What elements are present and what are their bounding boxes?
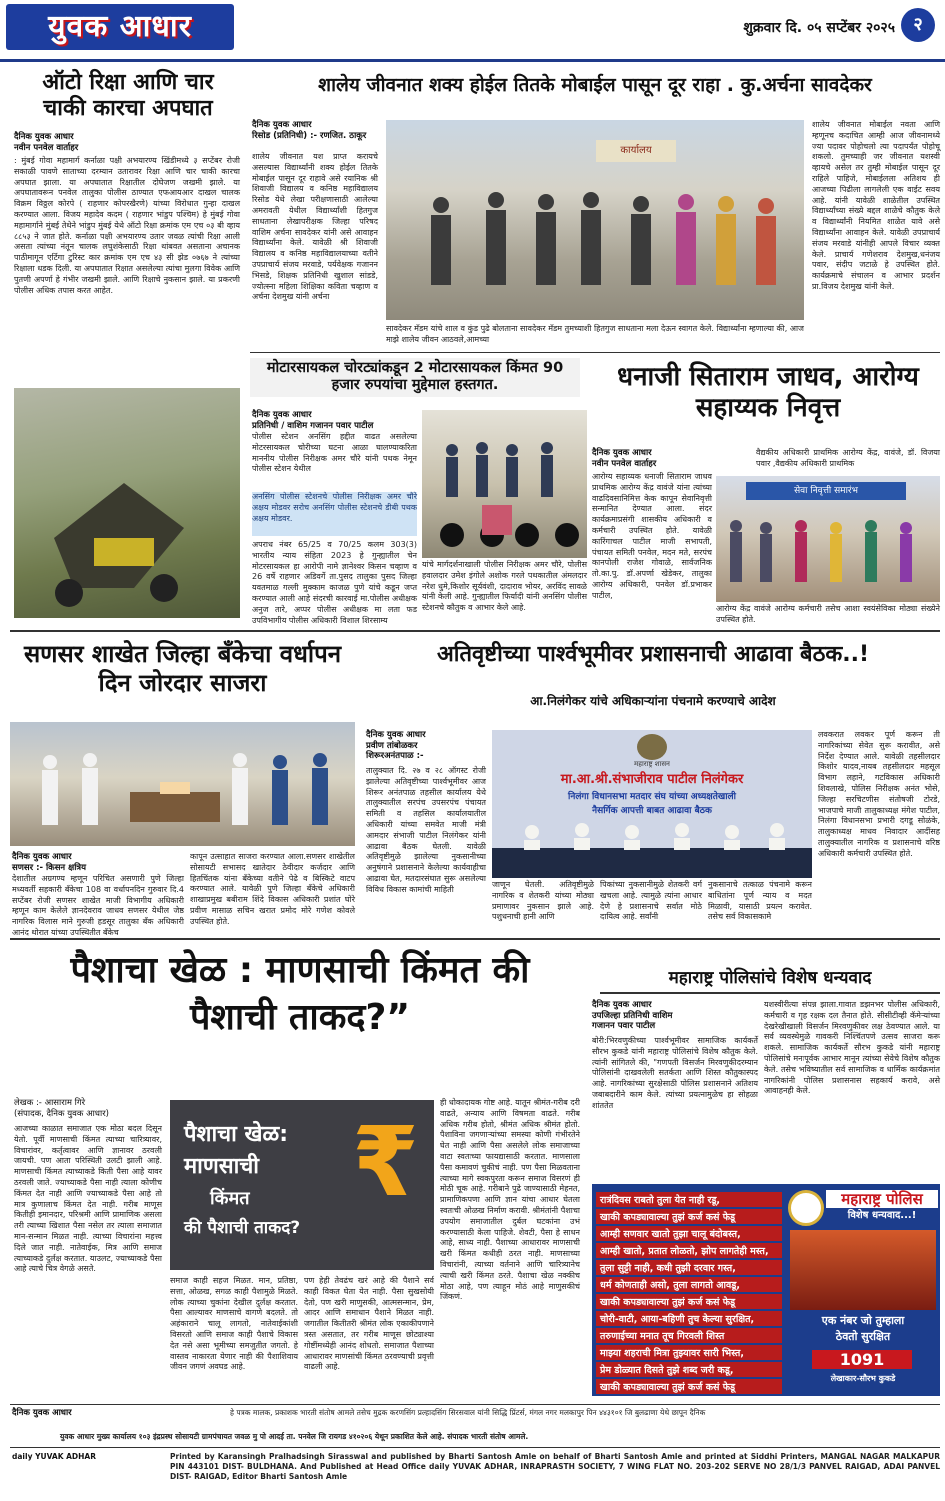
retire-stage-banner: सेवा निवृत्ती समारंभ xyxy=(746,482,906,500)
rupee-icon: ₹ xyxy=(352,1106,419,1218)
accident-body: : मुंबई गोवा महामार्ग कर्नाळा पक्षी अभयारण्य खिंडीमध्ये ३ सप्टेंबर रोजी सकाळी पावणे साताच्या दरम्यान उतारावर रिक्षा आणि चार चाकी कारचा अपघात झाला. या अपघातात रिक्षातील दोघेजण जखमी झाले. या अपघातावरून पनवेल तालुका पोलीस ठाण्यात एफआयआर दाखल चालक विक्रम विठ्ठल कोरपे ( राहणार कोपरखैरणे) यांच्या विरोधात गुन्हा दाखल करण्यात आला. विजय महादेव कदम ( राहणार भांडुप पश्चिम) हे मुंबई गोवा महामार्गाने मुंबई तेथेने भांडुप मुंबई येथे ऑटो रिक्षा क्रमांक एम एच ०३ बी व्हाय ८८५३ ने जात होते. कर्नाळा पक्षी अभयारण्य उतार जवळ त्यांची रिक्षा आली असता त्यांच्या नंतून चालक लघुशंकेसाठी रिक्षा थांबवत असताना अचानक पाठीमागून एर्टिगा टुरिस्ट कार क्रमांक एम एच ४३ सी झेड ०७६७ ने त्यांच्या रिक्षाला धडक दिली. या अपघातात रिक्षात असलेल्या त्यांचा मुलगा विवेक आणि पुतणी अपर्णा हे गंभीर जखमी झाले. आणि रिक्षाचे नुकसान झाले. या प्रकरणी पोलीस अधिक तपास करत आहेत. xyxy=(14,156,240,295)
motorcycle-byline: दैनिक युवक आधार प्रतिनिधी / वाशिम गजानन पवार पाटील xyxy=(252,410,374,431)
police-ad-subtitle: विशेष धन्यवाद...! xyxy=(847,1210,917,1221)
retire-photo xyxy=(716,476,940,602)
rain-caption-1: जाणून घेतली. अतिवृष्टीमुळे नागरिक व शेतकरी यांच्या मोठ्या प्रमाणावर नुकसान झाले आहे. पशुधनाची हानी आणि xyxy=(492,880,594,922)
police-headline: महाराष्ट्र पोलिसांचे विशेष धन्यवाद xyxy=(600,968,940,994)
footer-en-text: Printed by Karansingh Pralhadsingh Sirasswal and published by Bharti Santosh Amle on behalf of Bharti Santosh Amle and printed at Siddhi Printers, MANGAL NAGAR MALKAPUR PIN 443101 DIST- BULDHANA. And Published at Head Office daily YUVAK ADHAR, INRAPRASTH SOCIETY, 7 WING FLAT NO. 203-202 SERVE NO 28/1/3 PANVEL RAIGAD, ADAI PANVEL DIST- RAIGAD, Editor Bharti Santosh Amle xyxy=(170,1452,940,1482)
retire-headline: धनाजी सिताराम जाधव, आरोग्य सहाय्यक निवृत्त xyxy=(617,362,919,424)
money-body-right: ही धोकादायक गोष्ट आहे. यातून श्रीमंत-गरीब दरी वाढते, अन्याय आणि विषमता वाढते. गरीब अधिक गरीब होतो, श्रीमंत अधिक श्रीमंत होतो. पैशाविना जगणाऱ्यांच्या समस्या कोणी गंभीरतेने घेत नाही आणि पैसा असलेले लोक समाजाच्या वाटा स्वतःच्या फायद्यासाठी करतात. माणसाला पैसा कमावणं चुकीचं नाही. पण पैसा मिळवताना त्याच्या मागे स्वकपुरता करून समाज विसरणं ही मोठी चूक आहे. गरीबाने पुढे जाण्यासाठी मेहनत, प्रामाणिकपणा आणि ज्ञान यांचा आधार घेतला स्वतःची ओळख निर्माण करावी. श्रीमंतांनी पैशाचा उपयोग समाजातील दुर्बल घटकांना उभं करण्यासाठी केला पाहिजे. शेवटी, पैसा हे साधन आहे, साध्य नाही. पैशाच्या आधारावर माणसाची खरी किंमत कधीही ठरत नाही. माणसाच्या विचारांनी, त्याच्या वर्तनाने आणि चारित्र्यानेच त्याची खरी किंमत ठरते. पैशाचा खेळ नक्कीच मोठा आहे, पण त्याहून मोठं आहे माणुसकीचं जिंकणं. xyxy=(440,1098,580,1302)
money-graphic-line-2: माणसाची xyxy=(184,1154,259,1179)
bank-byline: दैनिक युवक आधार सणसर :- किसन क्षत्रिय xyxy=(12,852,87,873)
police-ad-title: महाराष्ट्र पोलिस xyxy=(826,1190,938,1208)
mobile-body-left: शालेय जीवनात यश प्राप्त करायचे असल्यास विद्यार्थ्यांनी शक्य होईल तितके मोबाईल पासून दूर राहावे असे रयानिक श्री शिवाजी विद्यालय व कनिष्ठ महाविद्यालय रिसोड येथे लेखा परीक्षणासाठी आलेल्या अमरावती येथील विद्यार्थ्यांशी हितगुज साधताना लेखापरीक्षक जिल्हा परिषद वाशिम अर्चना सावदेकर यांनी असे आवाहन विद्यार्थ्यांना केले. यावेळी श्री शिवाजी विद्यालय व कनिष्ठ महाविद्यालयाच्या वतीने उपप्राचार्य संजय मरवाडे, पर्यवेक्षक गजानन भिसडे, शिक्षक प्रतिनिधी खुशाल सांडडे, ज्योत्स्ना महिला शिक्षिका कविता चव्हाण व अर्चना देशमुख यांनी अर्चना xyxy=(252,152,378,302)
bank-headline: सणसर शाखेत जिल्हा बँकेचा वर्धापन दिन जोरदार साजरा xyxy=(23,640,342,697)
motorcycle-caption: यांचे मार्गदर्शनाखाली पोलीस निरीक्षक अमर चौरे, पोलीस हवालदार उमेश इंगोले अशोक गरले पथकातील अंमलदार नरेश धुमे,किशोर सूर्यवंशी, दादाराव भोयर, अरविंद सावळे यांनी केली आहे. गुन्ह्यातील फिर्यादी यांनी अनसिंग पोलीस स्टेशनचे कौतुक व आभार केले आहे. xyxy=(422,560,587,613)
retire-byline: दैनिक युवक आधार नवीन पनवेल वार्ताहर xyxy=(592,448,657,469)
helpline-number: 1091 xyxy=(812,1350,912,1369)
motorcycle-photo xyxy=(422,410,587,558)
money-graphic-line-4: की पैशाची ताकद? xyxy=(184,1218,301,1238)
bank-celebration-icon xyxy=(10,722,355,846)
office-banner: कार्यालय xyxy=(596,140,676,162)
retire-caption-right: वैद्यकीय अधिकारी प्राथमिक आरोग्य केंद्र, वावंजे, डॉ. विजया पवार ,वैद्यकीय अधिकारी प्राथमिक xyxy=(756,448,940,468)
rain-caption-3: नुकसानाचे तत्काळ पंचनामे करून बाधितांना पूर्ण न्याय व मदत मिळावी, यासाठी प्रयत्न करावेत. तसेच सर्व विकासकामे xyxy=(708,880,812,922)
poem-line: चोरी-वाटी, आया-बहिणी तुच केल्या सुरक्षित, xyxy=(596,1311,782,1326)
poem-line: तुला सुट्टी नाही, कधी तुझी दरवार गस्त, xyxy=(596,1260,782,1275)
rain-meeting-photo xyxy=(492,730,812,878)
poem-line: तरुणाईच्या मनात तूच गिरवली शिस्त xyxy=(596,1328,782,1343)
newspaper-logo: युवक आधार xyxy=(6,4,234,50)
accident-headline: ऑटो रिक्षा आणि चार चाकी कारचा अपघात xyxy=(42,70,214,122)
police-ad-illustration xyxy=(790,1230,936,1310)
rain-banner-subtitle: निलंगा विधानसभा मतदार संघ यांच्या अध्यक्षतेखाली xyxy=(568,792,736,802)
officials-table-icon xyxy=(492,730,812,878)
emblem-label: महाराष्ट्र शासन xyxy=(634,760,670,768)
poem-line: खाकी कपड्यावाल्या तुझं कर्ज कसं फेडू xyxy=(596,1209,782,1224)
poem-line: रात्रंदिवस राबतो तुला येत नाही रडू, xyxy=(596,1192,782,1207)
rain-banner-title: मा.आ.श्री.संभाजीराव पाटील निलंगेकर xyxy=(560,772,744,787)
footer-line-1: हे पत्रक मालक, प्रकाशक भारती संतोष आमले तसेच मुद्रक करणसिंग प्रल्हादसिंग सिरसवाल यांनी सिद्धि प्रिंटर्स, मंगल नगर मलकापुर पिन ४४३१०१ जि बुलढाणा येथे छापून दैनिक xyxy=(230,1408,706,1417)
mobile-headline: शालेय जीवनात शक्य होईल तितके मोबाईल पासून दूर राहा . कु.अर्चना सावदेकर xyxy=(318,74,872,96)
money-graphic-line-1: पैशाचा खेळ: xyxy=(184,1122,288,1147)
footer-divider xyxy=(10,1404,940,1405)
rain-subhead: आ.निलंगेकर यांचे अधिकाऱ्यांना पंचनामे करण्याचे आदेश xyxy=(530,694,776,708)
overturned-rickshaw-icon xyxy=(14,388,240,618)
motorcycle-body-2: अपराध नंबर 65/25 व 70/25 कलम 303(3) भारतीय न्याय संहिता 2023 हे गुन्ह्यातील चेन मोटरसायकल हा आरोपी नामे ज्ञानेश्वर किसन चव्हाण व 26 वर्षे राहणार अडिवर्गे ता.पुसद तालुका पुसद जिल्हा यवतमाळ गल्ली मुक्काम काजळ पुणे यांचे कडून जप्त करण्यात आली आहे संदरची कारवाई मा.पोलीस अधीक्षक अनुज तारे, अप्पर पोलीस अधीक्षक मा लता फड उपविभागीय पोलीस अधिकारी विशाल शिरसाम्य xyxy=(252,540,417,625)
police-badge-icon xyxy=(788,1190,824,1226)
police-body-left: बोरी:भिरवणुकीच्या पार्श्वभूमीवर सामाजिक कार्यकर्ते सौरभ कुकडे यांनी महाराष्ट्र पोलिसांचे विशेष कौतुक केले. त्यांनी सांगितले की, "गणपती विसर्जन मिरवणुकीदरम्यान पोलिसांनी दाखवलेली सतर्कता आणि शिस्त कौतुकास्पद आहे. नागरिकांच्या सुरक्षेसाठी पोलिस प्रशासनाने अतिशय जबाबदारीने काम केले. त्यांच्या प्रयत्नामुळेच हा सोहळा शांततेत xyxy=(592,1036,758,1110)
footer-label: दैनिक युवक आधार xyxy=(12,1408,72,1418)
footer-divider xyxy=(10,1447,940,1448)
police-ad-tagline: एक नंबर जो तुम्हाला xyxy=(821,1314,905,1327)
bank-body-left: देशातील अग्रगण्य म्हणून परिचित असणारी पुणे जिल्हा मध्यवर्ती सहकारी बँकेचा 108 वा वर्धापनदिन गुरुवार दि.4 सप्टेंबर रोजी सणसर शाखेत माजी विभागीय अधिकारी म्हणून काम केलेले ज्ञानदेवराव जाधव सणसर येथील जेष्ठ नागरिक विलास माने गुरुजी हडसूर तालुका बँक अधिकारी आनंद थोरात यांच्या उपस्थितीत बँकेच xyxy=(12,874,184,937)
motorcycle-highlight: अनसिंग पोलीस स्टेशनचे पोलीस निरीक्षक अमर चौरे अक्षय मोडवर सरोच अनसिंग पोलीस स्टेशनचे डीबी पथक अक्षय मोडवर. xyxy=(252,492,417,536)
motorcycle-body: पोलीस स्टेशन अनसिंग हद्दीत वाढत असलेल्या मोटरसायकल चोरीच्या घटना आळा घालण्याकरिता माननीय पोलीस निरीक्षक अमर चौरे यांनी पथक नेमून पोलीस स्टेशन येथील xyxy=(252,432,417,474)
people-group-icon xyxy=(386,120,804,320)
money-body-mid-1: समाज काही सहज मिळत. मान, प्रतिष्ठा, सत्ता, ओळख, सगळ काही पैशामुळे मिळते. लोक त्याच्या चुकांना देखील दुर्लक्ष करतात. पैसा आल्यावर माणसाचे वागणे बदलते. तो अहंकाराने चालू लागतो, नातेवाईकांशी विसरतो आणि समाज काही पैशाचे विकास देत नसे असा भूमीच्या समजुतीत जगतो. हे वास्तव नाकारता येणार नाही की पैशाशिवाय जीवन जगणं अवघड आहे. xyxy=(170,1276,298,1372)
poem-line: खाकी कपड्यावाल्या तुझं कर्ज कसं फेडू xyxy=(596,1379,782,1394)
police-thanks-ad xyxy=(592,1184,940,1396)
rain-body-left: तालुक्यात दि. २७ व २८ ऑगस्ट रोजी झालेल्या अतिवृष्टीच्या पार्श्वभूमीवर आज शिरूर अनंतपाळ तहसील कार्यालय येथे तालुक्यातील सरपंच उपसरपंच पंचायत समिती व तहसिल कार्यालयातील अधिकारी यांच्या समवेत माजी मंत्री आमदार संभाजी पाटील निलंगेकर यांनी आढावा बैठक घेतली. यावेळी अतिवृष्टीमुळे झालेल्या नुकसानीच्या अनुषंगाने प्रशासनाने केलेल्या कार्यवाहीचा आढावा घेत, मतदारसंघात सुरू असलेल्या विविध विकास कामांची माहिती xyxy=(366,766,486,894)
poem-line: प्रेम डोळ्यात दिसते तुझे शब्द जरी कडू, xyxy=(596,1362,782,1377)
dateline: शुक्रवार दि. ०५ सप्टेंबर २०२५ xyxy=(743,20,895,36)
retire-body: आरोग्य सहाय्यक धनाजी सिताराम जाधव प्राथमिक आरोग्य केंद्र वावंजे यांना त्यांच्या वाढदिवसानिमित्त केक कापून सेवानिवृत्ती सन्मानित देण्यात आला. संदर कार्यक्रमाप्रसंगी शासकीय अधिकारी व कर्मचारी उपस्थित होते. यावेळी कारिंगाचल पाटील माजी सभापती, पंचायत समिती पनवेल, मदन मते, सरपंच कानपोली राजेश गोवाळे, सार्वजनिक तो.का.पु. डॉ.अपर्णा खेडेकर, तालुका आरोग्य अधिकारी, पनवेल डॉ.प्रभाकर पाटील, xyxy=(592,472,712,600)
police-body-right: यशस्वीरीत्या संपन्न झाला.गावात डझनभर पोलीस अधिकारी, कर्मचारी व गृह रक्षक दल तैनात होते. सीसीटीव्ही कॅमेऱ्यांच्या देखरेखीखाली विसर्जन मिरवणुकीवर लक्ष ठेवण्यात आले. या सर्व व्यवस्थेमुळे गावकरी निश्चिंतपणे उत्सव साजरा करू शकले. सामाजिक कार्यकर्ते सौरभ कुकडे यांनी महाराष्ट्र पोलिसांचे मनःपूर्वक आभार मानून त्यांच्या सेवेचे विशेष कौतुक केले. तसेच भविष्यातील सर्व सामाजिक व धार्मिक कार्यक्रमांत नागरिकांनी पोलिस प्रशासनास सहकार्य करावे, असे आवाहनही केले. xyxy=(764,1000,940,1096)
police-ad-tagline-2: ठेवतो सुरक्षित xyxy=(835,1330,891,1343)
money-headline: पैशाचा खेळ : माणसाची किंमत की पैशाची ताकद?” xyxy=(70,950,530,1038)
footer-line-2: युवक आधार मुख्य कार्यालय १०३ इंद्रप्रस्थ सोसायटी ग्रामपंचायत जवळ मु पो आदई ता. पनवेल जि रायगड ४१०२०६ येथून प्रकाशित केले आहे. संपादक भारती संतोष आमले. xyxy=(60,1432,529,1441)
money-body-mid-2: पण हेही तेवढंच खरं आहे की पैशाने सर्व काही विकत घेता येत नाही. पैसा सुखसोयी देतो, पण खरी माणुसकी, आत्मसन्मान, प्रेम, आदर आणि समाधान पैशाने मिळत नाही. जगातील कितीतरी श्रीमंत लोक एकाकीपणाने त्रस्त असतात, तर गरीब माणूस छोट्याश्या गोष्टींमध्येही आनंद शोधतो. समाजात पैशाच्या आधारावर माणसांची किंमत ठरवण्याची प्रवृत्ती वाढली आहे. xyxy=(304,1276,434,1372)
staff-group-icon xyxy=(716,476,940,602)
rain-headline: अतिवृष्टीच्या पार्श्वभूमीवर प्रशासनाची आढावा बैठक..! xyxy=(436,642,870,667)
mobile-caption: सावदेकर मॅडम यांचे शाल व कुंड पुढे बोलताना सावदेकर मॅडम तुमच्याशी हितगुज साधताना मला देऊन स्वागत केले. विद्यार्थ्यांना म्हणाल्या की, आज माझे शालेय जीवन आठवले,आमच्या xyxy=(386,324,804,344)
poem-line: आम्ही सणवार खातो तुझा चालू बंदोबस्त, xyxy=(596,1226,782,1241)
police-motorcycles-icon xyxy=(422,410,587,558)
rain-byline: दैनिक युवक आधार प्रवीण तांबोळकर शिरूरअनंतपाळ :- xyxy=(366,730,426,762)
section-divider xyxy=(10,938,940,940)
page-number: २ xyxy=(901,8,935,42)
money-graphic-line-3: किंमत xyxy=(210,1188,250,1209)
police-byline: दैनिक युवक आधार उपजिल्हा प्रतिनिधी वाशिम गजानन पवार पाटील xyxy=(592,1000,673,1032)
money-body-left: आजच्या काळात समाजात एक मोठा बदल दिसून येतो. पूर्वी माणसाची किंमत त्याच्या चारित्र्यावर, विचारांवर, कर्तृत्वावर आणि ज्ञानावर ठरवली जायची. पण आता परिस्थिती उलटी झाली आहे. माणसाची किंमत त्याच्याकडे किती पैसा आहे यावर ठरवली जाते. ज्याच्याकडे पैसा नाही त्याला कोणीच किंमत देत नाही आणि ज्याच्याकडे पैसा आहे तो मात्र कुणालाच किंमत देत नाही. गरीब माणूस कितीही इमानदार, परिश्रमी आणि प्रामाणिक असला तरी त्याच्या खिशात पैसा नसेल तर त्याला समाजात मान-सन्मान मिळत नाही. त्याच्या विचारांना महत्त्व दिले जात नाही. नातेवाईक, मित्र आणि समाज त्याच्याकडे दुर्लक्ष करतात. याउलट, ज्याच्याकडे पैसा आहे त्याचे चित्र वेगळे असते. xyxy=(14,1124,162,1274)
mobile-group-photo xyxy=(386,120,804,320)
poem-line: धर्म कोणताही असो, तुला लागतो आवडू, xyxy=(596,1277,782,1292)
money-feature-graphic xyxy=(170,1100,434,1270)
accident-photo xyxy=(14,388,240,618)
motorcycle-headline: मोटारसायकल चोरट्यांकडून 2 मोटारसायकल किंमत 90 हजार रुपयांचा मुद्देमाल हस्तगत. xyxy=(250,358,580,397)
poem-line: माझ्या शहराची मित्रा तुझ्यावर सारी भिस्त, xyxy=(596,1345,782,1360)
section-divider xyxy=(10,630,940,632)
retire-caption-bottom: आरोग्य केंद्र वावंजे आरोग्य कर्मचारी तसेच आशा स्वयंसेविका मोठ्या संख्येने उपस्थित होते. xyxy=(716,604,940,624)
poem-line: खाकी कपड्यावाल्या तुझं कर्ज कसं फेडू xyxy=(596,1294,782,1309)
mobile-byline: दैनिक युवक आधार रिसोड (प्रतिनिधी) :- रणजित. ठाकूर xyxy=(252,120,367,141)
rain-banner-subtitle-2: नैसर्गिक आपत्ती बाबत आढावा बैठक xyxy=(592,806,712,816)
bank-photo xyxy=(10,722,355,846)
bank-body-right: कापून उत्साहात साजरा करण्यात आला.सणसर शाखेतील सोसायटी सभासद खातेदार ठेवीदार कर्जदार आणि हितचिंतक यांना बँकेच्या वतीने पेढे व बिस्किटे वाटप करण्यात आले. यावेळी पुणे जिल्हा बँकेचे अधिकारी शाखाप्रमुख बबीराम शिंदे विकास अधिकारी प्रशांत घोरे प्रवीण मासाळ सचिन खरात प्रमोद मोरे गणेश कोवले उपस्थित होते. xyxy=(190,852,355,926)
rain-body-right: लवकरात लवकर पूर्ण करून ती नागरिकांच्या सेवेत सुरू करावीत, असे निर्देश देण्यात आले. यावेळी तहसीलदार किशोर यादव,नायब तहसीलदार महसूल विभाग लहाने, गटविकास अधिकारी शिवलाखे, पोलिस निरीक्षक अनंत भोसे, जिल्हा सरचिटणीस संतोषजी टोरडे, भाजपाचे माजी तालुकाध्यक्ष मंगेश पाटील, निलंगा विधानसभा प्रभारी दगडू सोळंके, तालुकाध्यक्ष माधव निवादार आदींसह तालुक्यातील नागरिक व प्रशासनाचे वरिष्ठ अधिकारी कर्मचारी उपस्थित होते. xyxy=(818,730,940,858)
poem-line: आम्ही खातो, प्रतात लोळतो, झोप लागतेही मस्त, xyxy=(596,1243,782,1258)
money-byline: लेखक :- आसाराम गिरे (संपादक, दैनिक युवक आधार) xyxy=(14,1098,109,1119)
rain-caption-2: पिकांच्या नुकसानीमुळे शेतकरी वर्ग खचला आहे. त्यामुळे त्यांना आधार देणे हे प्रशासनाचे सर्वात मोठे दायित्व आहे. सर्वांनी xyxy=(600,880,702,922)
police-poem xyxy=(596,1190,782,1396)
masthead xyxy=(0,0,945,62)
police-ad-credit: लेखाकार-सौरभ कुकडे xyxy=(830,1374,896,1383)
section-divider xyxy=(250,352,940,353)
accident-byline: दैनिक युवक आधार नवीन पनवेल वार्ताहर xyxy=(14,132,79,153)
mobile-body-right: शालेय जीवनात मोबाईल नवता आणि म्हणूनच कदाचित आम्ही आज जीवनामध्ये ज्या पदावर पोहोचलो त्या पदापर्यंत पोहोचू शकलो. तुमच्याही जर जीवनात यशस्वी व्हायचे असेल तर तुम्ही मोबाईल पासून दूर राहिले पाहिजे, मोबाईलला अतिशय ही आजच्या पिढीला लागलेली एक वाईट सवय आहे. यांनी यावेळी शाळेतील उपस्थित विद्यार्थ्यांच्या संख्ये बद्दल शाळेचे कौतुक केले व विद्यार्थ्यांनी नियमित शाळेत यावे असे विद्यार्थ्यांना आवाहन केले. यावेळी उपप्राचार्य संजय मरवाडे यांनीही आपले विचार व्यक्त केले. प्राचार्य गणेशराव देशमुख,धनंजय पवार, संदीप जटाळे हे उपस्थित होते. कार्यक्रमाचे संचालन व आभार प्रदर्शन प्रा.विजय देशमुख यांनी केले. xyxy=(812,120,940,291)
footer-en-label: daily YUVAK ADHAR xyxy=(12,1452,97,1461)
